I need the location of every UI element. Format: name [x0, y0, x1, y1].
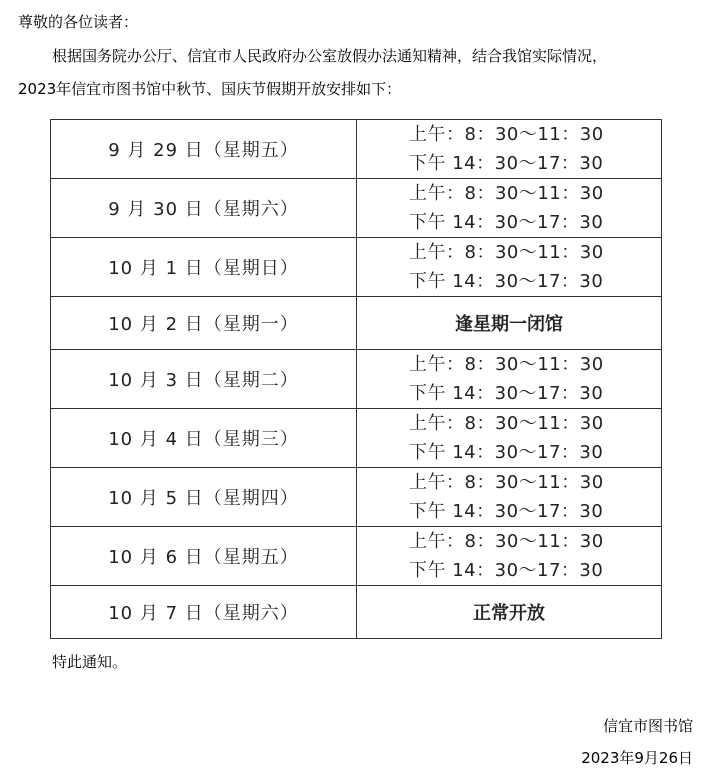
- schedule-date-cell: 10 月 5 日（星期四）: [51, 468, 357, 527]
- schedule-hours-cell: [357, 350, 662, 409]
- schedule-hours-cell: [357, 120, 662, 179]
- afternoon-hours: 下午 14：30～17：30: [409, 212, 604, 233]
- morning-hours: 上午：8：30～11：30: [409, 183, 604, 204]
- schedule-row: [51, 409, 662, 468]
- schedule-table-body: [51, 120, 662, 639]
- schedule-date-cell: 10 月 6 日（星期五）: [51, 527, 357, 586]
- afternoon-hours: 下午 14：30～17：30: [409, 271, 604, 292]
- afternoon-hours: 下午 14：30～17：30: [409, 153, 604, 174]
- morning-hours: 上午：8：30～11：30: [409, 124, 604, 145]
- greeting-line: 尊敬的各位读者：: [18, 13, 139, 31]
- schedule-row: [51, 586, 662, 639]
- morning-hours: 上午：8：30～11：30: [409, 531, 604, 552]
- schedule-hours-cell: [357, 238, 662, 297]
- morning-hours: 上午：8：30～11：30: [409, 354, 604, 375]
- schedule-row: [51, 527, 662, 586]
- schedule-row: [51, 468, 662, 527]
- afternoon-hours: 下午 14：30～17：30: [409, 442, 604, 463]
- schedule-row: [51, 238, 662, 297]
- schedule-hours-cell: [357, 409, 662, 468]
- signature-organization: 信宜市图书馆: [602, 717, 693, 735]
- schedule-date-cell: 9 月 29 日（星期五）: [51, 120, 357, 179]
- schedule-status-cell: 逢星期一闭馆: [357, 297, 662, 350]
- closing-line: 特此通知。: [52, 653, 128, 671]
- notice-date: 2023年9月26日: [581, 749, 693, 767]
- afternoon-hours: 下午 14：30～17：30: [409, 501, 604, 522]
- afternoon-hours: 下午 14：30～17：30: [409, 383, 604, 404]
- schedule-row: [51, 120, 662, 179]
- schedule-hours-cell: [357, 179, 662, 238]
- schedule-status-cell: 正常开放: [357, 586, 662, 639]
- schedule-date-cell: 10 月 1 日（星期日）: [51, 238, 357, 297]
- schedule-row: [51, 179, 662, 238]
- morning-hours: 上午：8：30～11：30: [409, 472, 604, 493]
- morning-hours: 上午：8：30～11：30: [409, 413, 604, 434]
- schedule-date-cell: 10 月 3 日（星期二）: [51, 350, 357, 409]
- schedule-hours-cell: [357, 527, 662, 586]
- schedule-row: [51, 297, 662, 350]
- schedule-date-cell: 10 月 2 日（星期一）: [51, 297, 357, 350]
- holiday-opening-schedule-table: [50, 119, 662, 639]
- afternoon-hours: 下午 14：30～17：30: [409, 560, 604, 581]
- intro-paragraph-line-2: 2023年信宜市图书馆中秋节、国庆节假期开放安排如下：: [18, 80, 402, 98]
- schedule-row: [51, 350, 662, 409]
- morning-hours: 上午：8：30～11：30: [409, 242, 604, 263]
- schedule-hours-cell: [357, 468, 662, 527]
- schedule-date-cell: 10 月 7 日（星期六）: [51, 586, 357, 639]
- intro-paragraph-line-1: 根据国务院办公厅、信宜市人民政府办公室放假办法通知精神，结合我馆实际情况，: [52, 47, 608, 65]
- schedule-date-cell: 10 月 4 日（星期三）: [51, 409, 357, 468]
- schedule-date-cell: 9 月 30 日（星期六）: [51, 179, 357, 238]
